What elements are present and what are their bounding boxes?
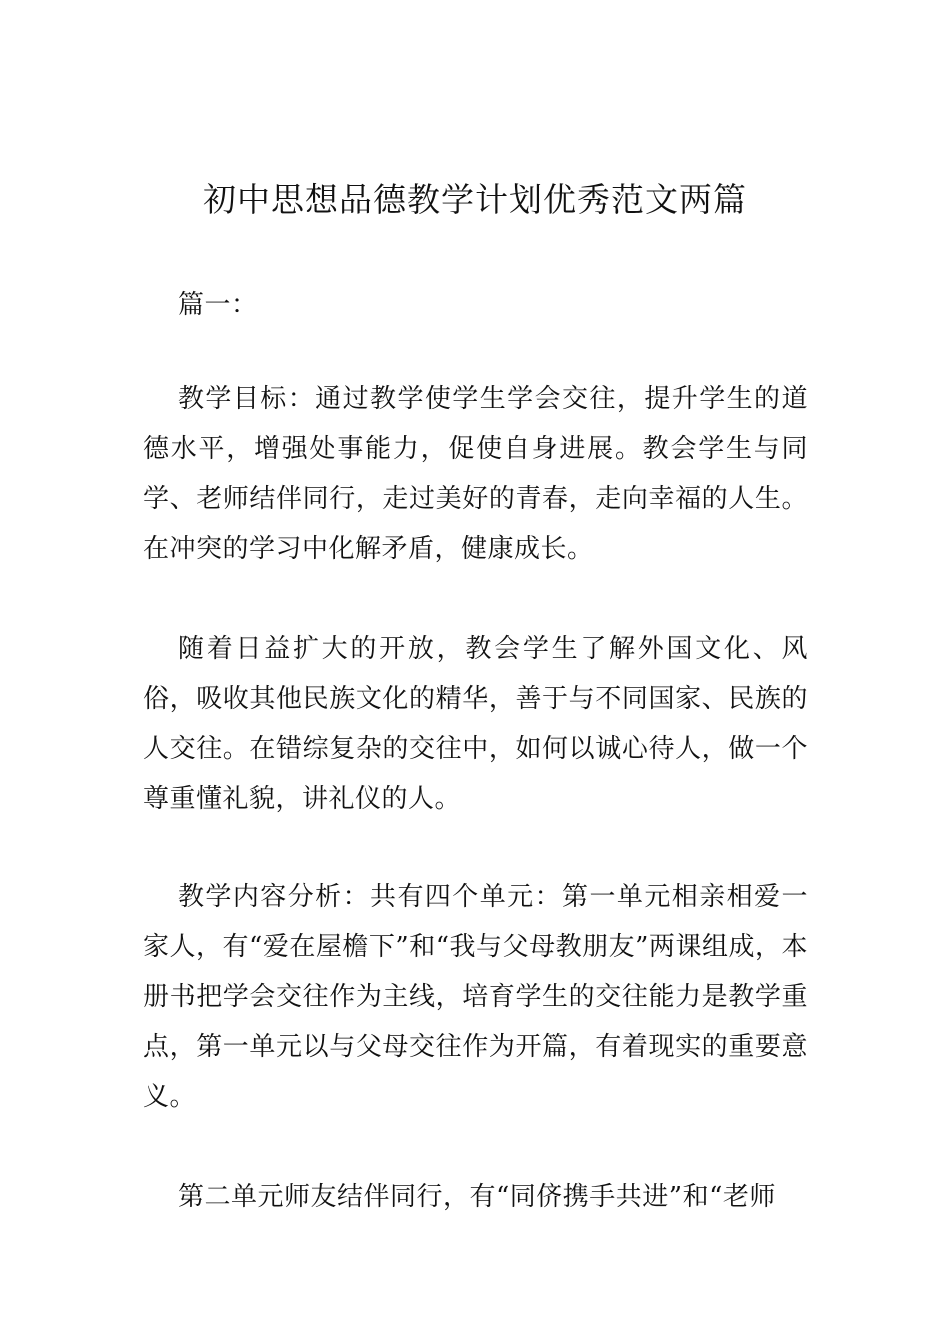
paragraph-teaching-goals: 教学目标：通过教学使学生学会交往，提升学生的道德水平，增强处事能力，促使自身进展。教会学生与同学、老师结伴同行，走过美好的青春，走向幸福的人生。在冲突的学习中化解矛盾，健康成长。 — [143, 384, 808, 564]
paragraph-openness: 随着日益扩大的开放，教会学生了解外国文化、风俗，吸收其他民族文化的精华，善于与不同国家、民族的人交往。在错综复杂的交往中，如何以诚心待人，做一个尊重懂礼貌，讲礼仪的人。 — [143, 634, 808, 814]
document-title: 初中思想品德教学计划优秀范文两篇 — [203, 180, 747, 219]
paragraph-unit-two: 第二单元师友结伴同行，有“同侪携手共进”和“老师 — [178, 1182, 776, 1212]
paragraph-content-analysis: 教学内容分析：共有四个单元：第一单元相亲相爱一家人，有“爱在屋檐下”和“我与父母教朋友”两课组成，本册书把学会交往作为主线，培育学生的交往能力是教学重点，第一单元以与父母交往作为开篇，有着现实的重要意义。 — [143, 882, 808, 1112]
section-heading: 篇一： — [178, 290, 258, 320]
